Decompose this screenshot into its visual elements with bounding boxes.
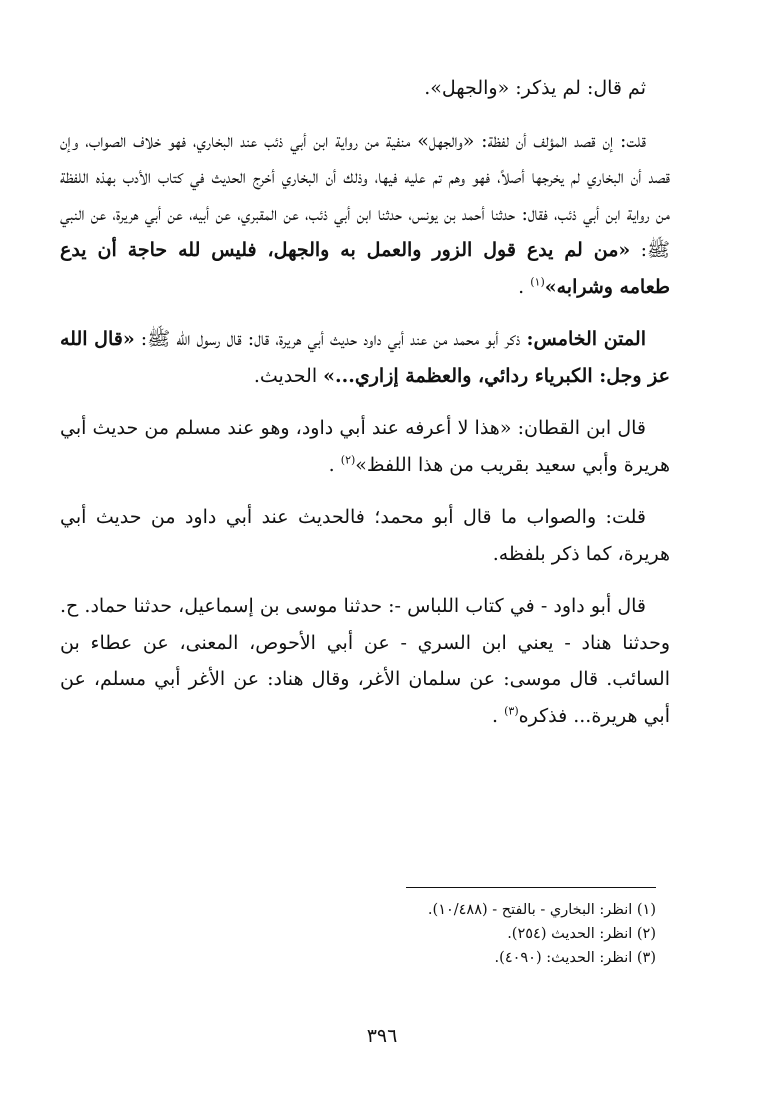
- paragraph-6-tail: .: [492, 704, 499, 727]
- paragraph-2-tail: .: [518, 275, 525, 298]
- footnotes: [96, 898, 656, 970]
- hadith-quote: «من لم يدع قول الزور والعمل به والجهل، فليس لله حاجة أن يدع طعامه وشرابه»: [60, 239, 670, 298]
- footnote-divider: [406, 887, 656, 888]
- section-heading: المتن الخامس:: [526, 328, 646, 350]
- hadith-quote: «قال الله عز وجل: الكبرياء ردائي، والعظمة إزاري...»: [60, 328, 670, 387]
- page-number: ٣٩٦: [366, 1025, 398, 1047]
- paragraph-2: [60, 123, 670, 306]
- footnote-1: (١) انظر: البخاري - بالفتح - (١٠/٤٨٨).: [427, 902, 656, 918]
- paragraph-3-tail: الحديث.: [253, 364, 318, 387]
- paragraph-3-text: ذكر أبو محمد من عند أبي داود حديث أبي هريرة، قال: قال رسول الله ﷺ:: [140, 328, 521, 350]
- paragraph-5: [60, 499, 670, 572]
- paragraph-3: [60, 321, 670, 394]
- paragraph-6: [60, 588, 670, 734]
- footnote-ref-1: (١): [530, 275, 545, 289]
- paragraph-4-tail: .: [328, 453, 335, 476]
- footnote-ref-2: (٢): [340, 453, 356, 467]
- footnote-3: (٣) انظر: الحديث: (٤٠٩٠).: [494, 950, 656, 966]
- paragraph-1: [60, 70, 670, 107]
- paragraph-2-text: قلت: إن قصد المؤلف أن لفظة: «والجهل» منفية من رواية ابن أبي ذئب عند البخاري، فهو خلاف الصواب، وإن قصد أن البخاري لم يخرجها أصلاً، فهو وهم تم عليه فيها، وذلك أن البخاري أخرج الحديث في كتاب الأدب بهذه اللفظة من رواية ابن أبي ذئب، فقال: حدثنا أحمد بن يونس، حدثنا ابن أبي ذئب، عن المقبري، عن أبيه، عن أبي هريرة، عن النبي ﷺ:: [60, 129, 670, 261]
- paragraph-4-text: قال ابن القطان: «هذا لا أعرفه عند أبي داود، وهو عند مسلم من حديث أبي هريرة وأبي سعيد بقريب من هذا اللفظ»: [60, 417, 670, 476]
- main-text: [60, 70, 670, 750]
- paragraph-4: [60, 410, 670, 483]
- paragraph-1-text: ثم قال: لم يذكر: «والجهل».: [424, 77, 646, 99]
- paragraph-5-text: قلت: والصواب ما قال أبو محمد؛ فالحديث عند أبي داود من حديث أبي هريرة، كما ذكر بلفظه.: [60, 506, 670, 565]
- footnote-2: (٢) انظر: الحديث (٢٥٤).: [507, 926, 656, 942]
- footnote-ref-3: (٣): [504, 704, 519, 718]
- paragraph-6-text: قال أبو داود - في كتاب اللباس -: حدثنا موسى بن إسماعيل، حدثنا حماد. ح. وحدثنا هناد - يعني ابن السري - عن أبي الأحوص، المعنى، عن عطاء بن السائب. قال موسى: عن سلمان الأغر، وقال هناد: عن الأغر أبي مسلم، عن أبي هريرة... فذكره: [60, 595, 670, 727]
